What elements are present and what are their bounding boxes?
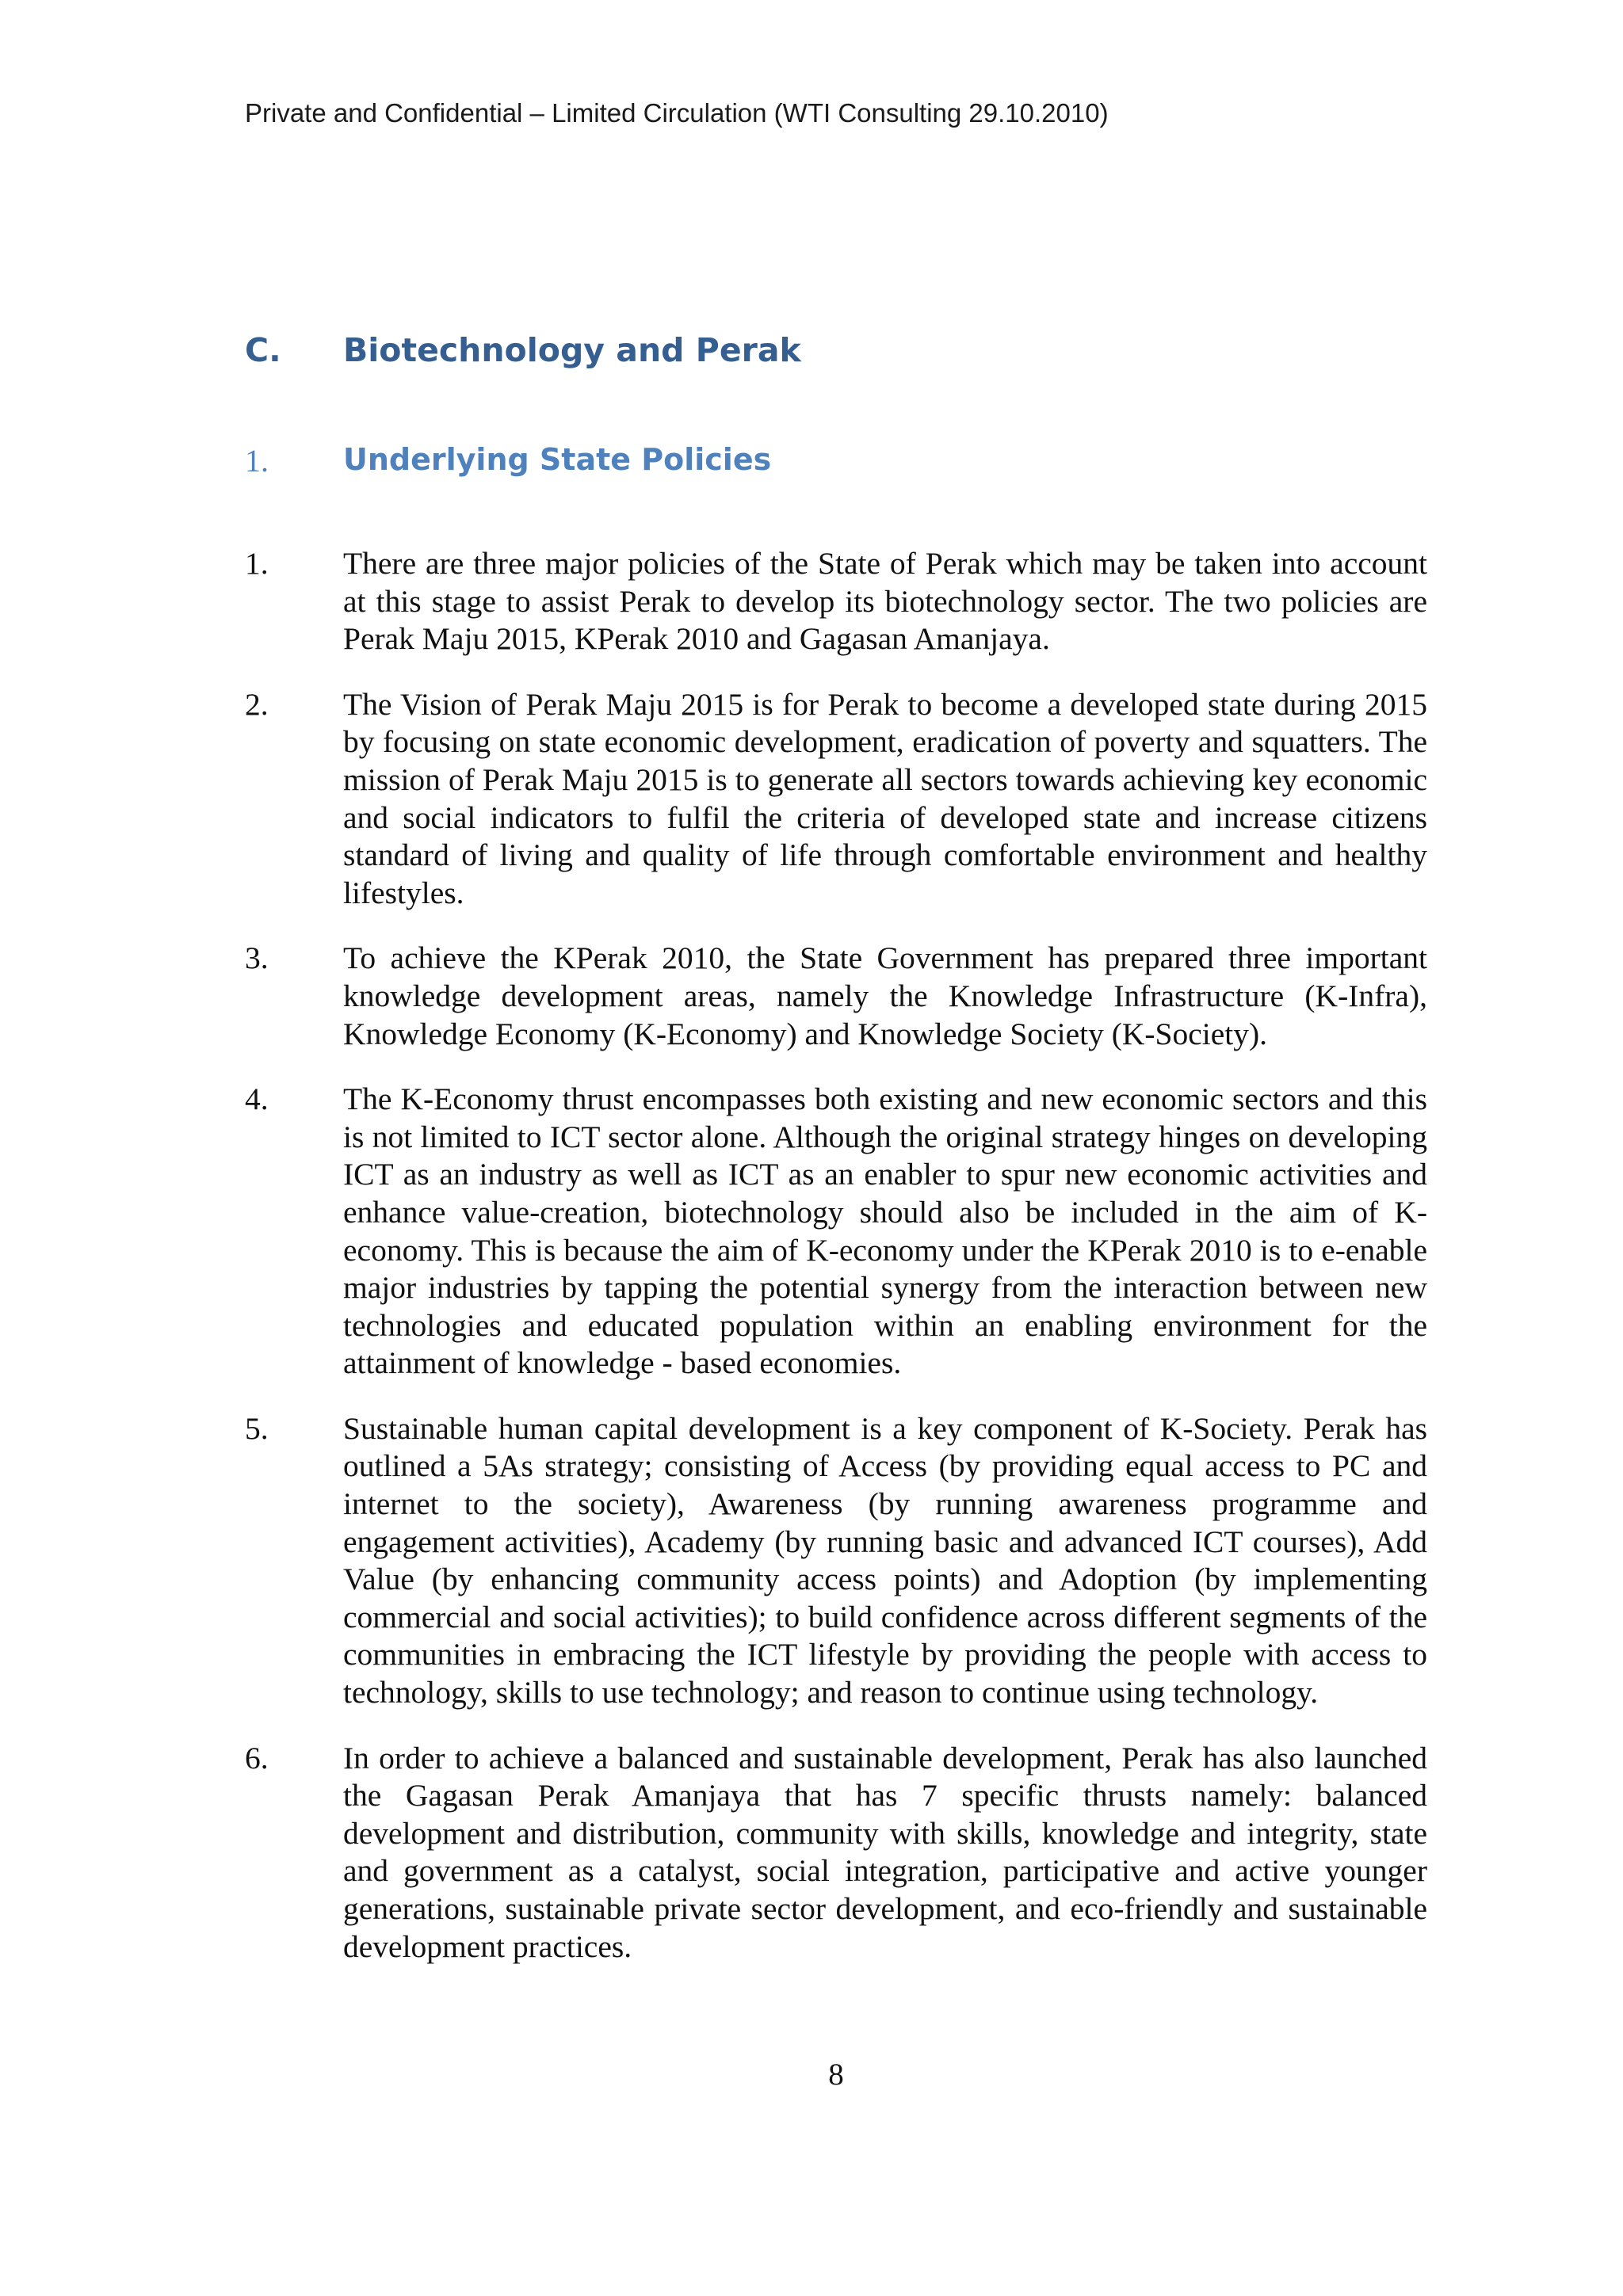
paragraph-number: 5. xyxy=(245,1410,269,1446)
numbered-paragraph-list xyxy=(245,545,1427,1993)
paragraph-text: The K-Economy thrust encompasses both existing and new economic sectors and this is not limited to ICT sector alone. Although the original strategy hinges on developing ICT as an industry as well as ICT as an enabler to spur new economic activities and enhance value-creation, biotechnology should also be included in the aim of K-economy. This is because the aim of K-economy under the KPerak 2010 is to e-enable major industries by tapping the potential synergy from the interaction between new technologies and educated population within an enabling environment for the attainment of knowledge - based economies. xyxy=(343,1081,1427,1381)
page-number: 8 xyxy=(828,2058,844,2092)
paragraph-4 xyxy=(245,1081,1427,1383)
paragraph-number: 3. xyxy=(245,940,269,976)
subsection-title: Underlying State Policies xyxy=(343,442,772,477)
paragraph-1 xyxy=(245,545,1427,658)
subsection-number: 1. xyxy=(245,443,269,479)
paragraph-text: Sustainable human capital development is a key component of K-Society. Perak has outlined a 5As strategy; consisting of Access (by providing equal access to PC and internet to the society), Awareness (by running awareness programme and engagement activities), Academy (by running basic and advanced ICT courses), Add Value (by enhancing community access points) and Adoption (by implementing commercial and social activities); to build confidence across different segments of the communities in embracing the ICT lifestyle by providing the people with access to technology, skills to use technology; and reason to continue using technology. xyxy=(343,1410,1427,1711)
paragraph-5 xyxy=(245,1410,1427,1712)
running-header: Private and Confidential – Limited Circulation (WTI Consulting 29.10.2010) xyxy=(245,98,1109,128)
paragraph-number: 2. xyxy=(245,686,269,722)
paragraph-number: 4. xyxy=(245,1081,269,1117)
paragraph-text: There are three major policies of the State of Perak which may be taken into account at this stage to assist Perak to develop its biotechnology sector. The two policies are Perak Maju 2015, KPerak 2010 and Gagasan Amanjaya. xyxy=(343,546,1427,657)
paragraph-2 xyxy=(245,686,1427,913)
paragraph-6 xyxy=(245,1740,1427,1966)
paragraph-text: In order to achieve a balanced and sustainable development, Perak has also launched the Gagasan Perak Amanjaya that has 7 specific thrusts namely: balanced development and distribution, community with skills, knowledge and integrity, state and government as a catalyst, social integration, participative and active younger generations, sustainable private sector development, and eco-friendly and sustainable development practices. xyxy=(343,1740,1427,1964)
paragraph-text: To achieve the KPerak 2010, the State Government has prepared three important knowledge development areas, namely the Knowledge Infrastructure (K-Infra), Knowledge Economy (K-Economy) and Knowledge Society (K-Society). xyxy=(343,940,1427,1051)
paragraph-number: 6. xyxy=(245,1740,269,1775)
section-title: Biotechnology and Perak xyxy=(343,331,801,369)
paragraph-text: The Vision of Perak Maju 2015 is for Perak to become a developed state during 2015 by focusing on state economic development, eradication of poverty and squatters. The mission of Perak Maju 2015 is to generate all sectors towards achieving key economic and social indicators to fulfil the criteria of developed state and increase citizens standard of living and quality of life through comfortable environment and healthy lifestyles. xyxy=(343,686,1427,910)
section-number: C. xyxy=(245,331,281,369)
paragraph-3 xyxy=(245,940,1427,1053)
paragraph-number: 1. xyxy=(245,546,269,581)
